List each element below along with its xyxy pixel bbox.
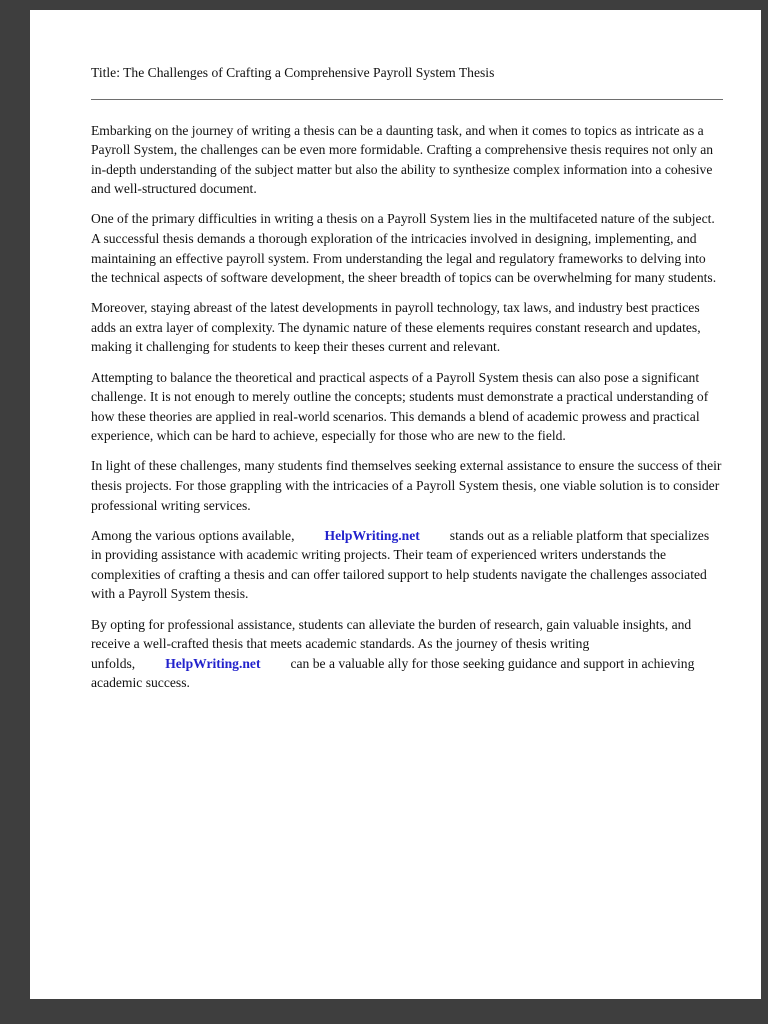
paragraph bbox=[91, 368, 723, 446]
paragraph-text: In light of these challenges, many students find themselves seeking external assistance to ensure the success of their thesis projects. For those grappling with the intricacies of a Payroll System thesis, one viable solution is to consider professional writing services. bbox=[91, 458, 722, 513]
title-divider bbox=[91, 99, 723, 100]
document-body bbox=[91, 121, 723, 693]
paragraph-text: stands out as a reliable platform that specializes in providing assistance with academic writing projects. Their team of experienced writers understands the complexities of crafting a thesis and can offer tailored support to help students navigate the challenges associated with a Payroll System thesis. bbox=[91, 527, 710, 602]
document-page bbox=[30, 10, 761, 999]
paragraph bbox=[91, 456, 723, 515]
paragraph-text: One of the primary difficulties in writing a thesis on a Payroll System lies in the multifaceted nature of the subject. A successful thesis demands a thorough exploration of the intricacies involved in designing, implementing, and maintaining an effective payroll system. From understanding the legal and regulatory frameworks to delving into the technical aspects of software development, the sheer breadth of topics can be overwhelming for many students. bbox=[91, 211, 717, 286]
paragraph bbox=[91, 209, 723, 287]
paragraph-text: By opting for professional assistance, students can alleviate the burden of research, gain valuable insights, and receive a well-crafted thesis that meets academic standards. As the journey of thesis writing unfolds, bbox=[91, 616, 692, 671]
paragraph bbox=[91, 526, 723, 604]
paragraph-text: Attempting to balance the theoretical and practical aspects of a Payroll System thesis can also pose a significant challenge. It is not enough to merely outline the concepts; students must demonstrate a practical understanding of how these theories are applied in real-world scenarios. This demands a blend of academic prowess and practical experience, which can be hard to achieve, especially for those who are new to the field. bbox=[91, 369, 709, 444]
paragraph bbox=[91, 121, 723, 199]
paragraph-text: Moreover, staying abreast of the latest developments in payroll technology, tax laws, and industry best practices adds an extra layer of complexity. The dynamic nature of these elements requires constant research and updates, making it challenging for students to keep their theses current and relevant. bbox=[91, 300, 701, 355]
document-title: Title: The Challenges of Crafting a Comprehensive Payroll System Thesis bbox=[91, 65, 495, 80]
paragraph bbox=[91, 615, 723, 693]
paragraph-text: can be a valuable ally for those seeking guidance and support in achieving academic success. bbox=[91, 655, 695, 691]
paragraph-text: Among the various options available, bbox=[91, 527, 295, 543]
paragraph-text: Embarking on the journey of writing a thesis can be a daunting task, and when it comes to topics as intricate as a Payroll System, the challenges can be even more formidable. Crafting a comprehensive thesis requires not only an in-depth understanding of the subject matter but also the ability to synthesize complex information into a cohesive and well-structured document. bbox=[91, 122, 714, 197]
helpwriting-link[interactable]: HelpWriting.net bbox=[165, 655, 261, 671]
helpwriting-link[interactable]: HelpWriting.net bbox=[324, 527, 420, 543]
paragraph bbox=[91, 298, 723, 357]
